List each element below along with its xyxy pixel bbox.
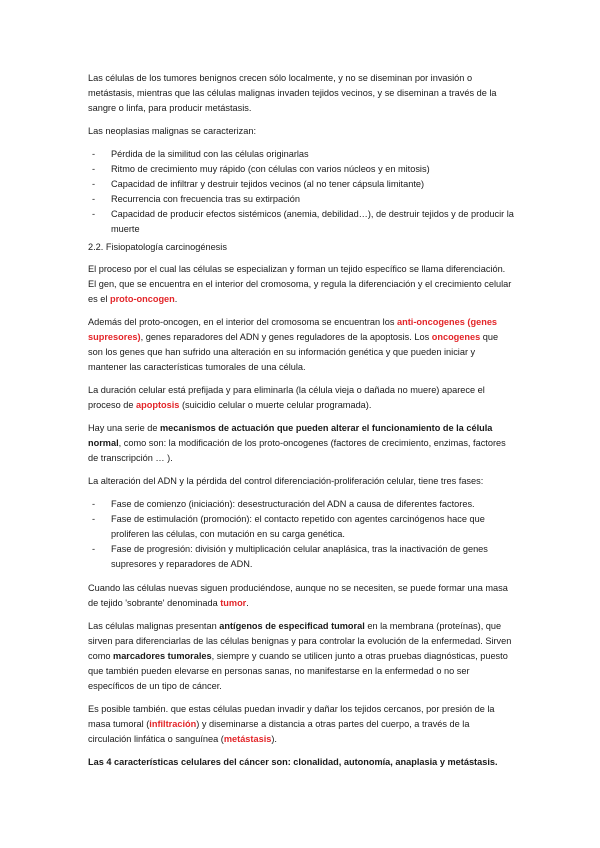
paragraph-mechanisms: Hay una serie de mecanismos de actuación que pueden alterar el funcionamiento de la célula normal, como son: la modificación de los proto-oncogenes (factores de crecimiento, enzimas, factores de transcripción … ).	[88, 423, 506, 463]
paragraph-differentiation: El proceso por el cual las células se especializan y forman un tejido específico se llama diferenciación. El gen, que se encuentra en el interior del cromosoma, y regula la diferenciación y el crecimiento celular es el proto-oncogen.	[88, 264, 512, 304]
list-item: - Fase de progresión: división y multiplicación celular anaplásica, tras la inactivación de genes supresores y reparadores de ADN.	[88, 542, 514, 572]
term-tumor: tumor	[220, 598, 247, 608]
list-item: - Fase de comienzo (iniciación): desestructuración del ADN a causa de diferentes factores.	[88, 497, 514, 512]
list-item: - Capacidad de producir efectos sistémicos (anemia, debilidad…), de destruir tejidos y de producir la muerte	[88, 207, 514, 237]
list-item: - Recurrencia con frecuencia tras su extirpación	[88, 192, 514, 207]
paragraph-invasion: Es posible también. que estas células puedan invadir y dañar los tejidos cercanos, por presión de la masa tumoral (infiltración) y diseminarse a distancia a otras partes del cuerpo, a través de la circulación linfática o sanguínea (metástasis).	[88, 704, 495, 744]
list-item: - Ritmo de crecimiento muy rápido (con células con varios núcleos y en mitosis)	[88, 162, 514, 177]
paragraph-benign-vs-malignant: Las células de los tumores benignos crecen sólo localmente, y no se diseminan por invasión o metástasis, mientras que las células malignas invaden tejidos vecinos, y se diseminan a través de la sangre o linfa, para producir metástasis.	[88, 73, 497, 113]
section-heading: 2.2. Fisiopatología carcinogénesis	[88, 242, 227, 252]
paragraph-malignant-intro: Las neoplasias malignas se caracterizan:	[88, 126, 257, 136]
paragraph-phases-intro: La alteración del ADN y la pérdida del control diferenciación-proliferación celular, tiene tres fases:	[88, 476, 484, 486]
term-proto-oncogen: proto-oncogen	[109, 294, 175, 304]
paragraph-oncogenes: Además del proto-oncogen, en el interior del cromosoma se encuentran los anti-oncogenes (genes supresores), genes reparadores del ADN y genes reguladores de la apoptosis. Los oncogenes que son los genes que han sufrido una alteración en su información genética y que pueden iniciar y mantener las características tumorales de una célula.	[88, 317, 499, 372]
list-malignant-features	[88, 147, 514, 237]
term-anti-oncogenes: anti-oncogenes (genes supresores)	[88, 317, 498, 342]
paragraph-tumor: Cuando las células nuevas siguen produciéndose, aunque no se necesiten, se puede formar una masa de tejido 'sobrante' denominada tumor.	[88, 583, 508, 608]
list-item: - Fase de estimulación (promoción): el contacto repetido con agentes carcinógenos hace que proliferen las células, con mutación en su carga genética.	[88, 512, 514, 542]
term-antigens: antígenos de especificad tumoral	[219, 621, 365, 631]
term-oncogenes: oncogenes	[431, 332, 481, 342]
term-markers: marcadores tumorales	[113, 651, 212, 661]
paragraph-apoptosis: La duración celular está prefijada y para eliminarla (la célula vieja o dañada no muere) aparece el proceso de apoptosis (suicidio celular o muerte celular programada).	[88, 385, 485, 410]
term-metastasis: metástasis	[223, 734, 272, 744]
term-infiltracion: infiltración	[149, 719, 197, 729]
paragraph-summary: Las 4 características celulares del cáncer son: clonalidad, autonomía, anaplasia y metástasis.	[88, 757, 498, 767]
list-item: - Pérdida de la similitud con las células originarlas	[88, 147, 514, 162]
term-apoptosis: apoptosis	[136, 400, 180, 410]
term-mechanisms: mecanismos de actuación que pueden alterar el funcionamiento de la célula normal	[88, 423, 493, 448]
list-phases	[88, 497, 514, 572]
paragraph-antigens: Las células malignas presentan antígenos de especificad tumoral en la membrana (proteínas), que sirven para diferenciarlas de las células benignas y para controlar la evolución de la enfermedad. Sirven como marcadores tumorales, siempre y cuando se utilicen junto a otras pruebas diagnósticas, puesto que también pueden elevarse en personas sanas, no manifestarse en la enfermedad o no ser específicos de un tipo de cáncer.	[88, 621, 512, 691]
list-item: - Capacidad de infiltrar y destruir tejidos vecinos (al no tener cápsula limitante)	[88, 177, 514, 192]
